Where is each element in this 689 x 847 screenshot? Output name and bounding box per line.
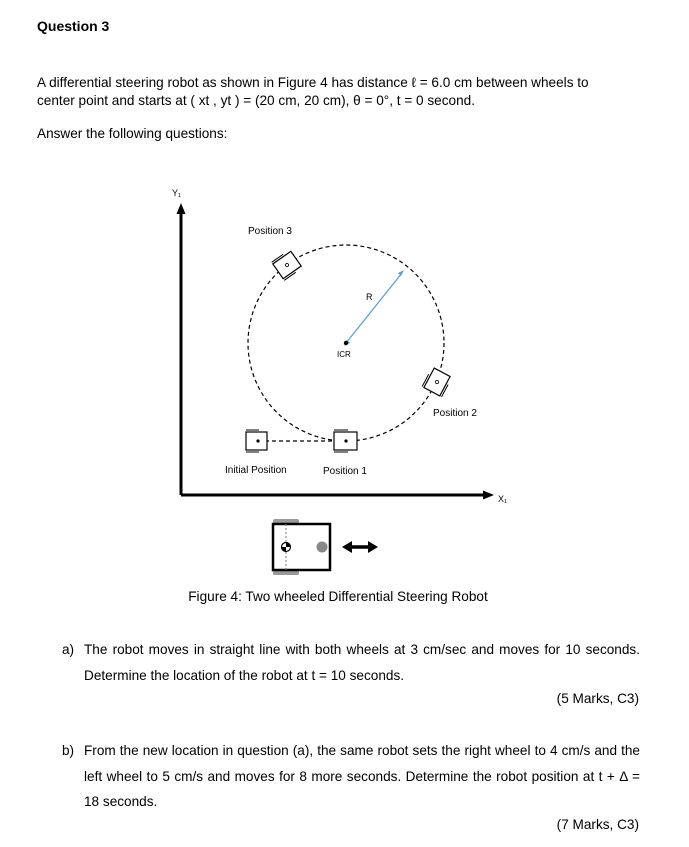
part-a-text: The robot moves in straight line with both wheels at 3 cm/sec and moves for 10 seconds. Determine the location of the robot at t = 10 seconds. <box>84 642 640 683</box>
question-intro <box>37 74 647 110</box>
part-b-text: From the new location in question (a), the same robot sets the right wheel to 4 cm/s and the left wheel to 5 cm/s and moves for 8 more seconds. Determine the robot position at t + Δ = 18 seconds. <box>84 743 640 809</box>
initial-position-label: Initial Position <box>225 465 287 476</box>
icr-label: ICR <box>337 350 351 359</box>
y-axis-arrow <box>177 203 186 214</box>
position-1-label: Position 1 <box>323 466 367 477</box>
part-a-label: a) <box>62 642 75 657</box>
position-2-label: Position 2 <box>433 408 477 419</box>
intro-line-2: center point and starts at ( xt , yt ) = (20 cm, 20 cm), θ = 0°, t = 0 second. <box>37 93 475 108</box>
part-a <box>62 637 640 688</box>
x-axis-arrow <box>483 491 494 500</box>
robot-initial-position <box>246 430 267 452</box>
radius-label: R <box>366 292 373 302</box>
robot-position-3 <box>272 250 303 281</box>
part-b-label: b) <box>62 743 75 758</box>
robot-detail-diagram <box>273 519 330 575</box>
intro-line-1: A differential steering robot as shown in Figure 4 has distance ℓ = 6.0 cm between wheels to <box>37 75 589 90</box>
part-b <box>62 738 640 815</box>
part-b-marks: (7 Marks, C3) <box>556 817 639 832</box>
robot-position-2 <box>422 367 452 397</box>
double-arrow-icon <box>342 541 378 553</box>
robot-figure <box>150 180 530 580</box>
icr-point <box>344 341 348 345</box>
answer-prompt: Answer the following questions: <box>37 126 228 141</box>
robot-position-1 <box>334 430 357 452</box>
position-3-label: Position 3 <box>248 226 292 237</box>
axes <box>172 188 507 504</box>
radius-line <box>344 270 404 346</box>
x-axis-label: X₁ <box>498 494 508 504</box>
part-a-marks: (5 Marks, C3) <box>556 691 639 706</box>
figure-caption: Figure 4: Two wheeled Differential Steering Robot <box>188 589 488 604</box>
question-title: Question 3 <box>37 18 110 34</box>
y-axis-label: Y₁ <box>172 188 182 198</box>
